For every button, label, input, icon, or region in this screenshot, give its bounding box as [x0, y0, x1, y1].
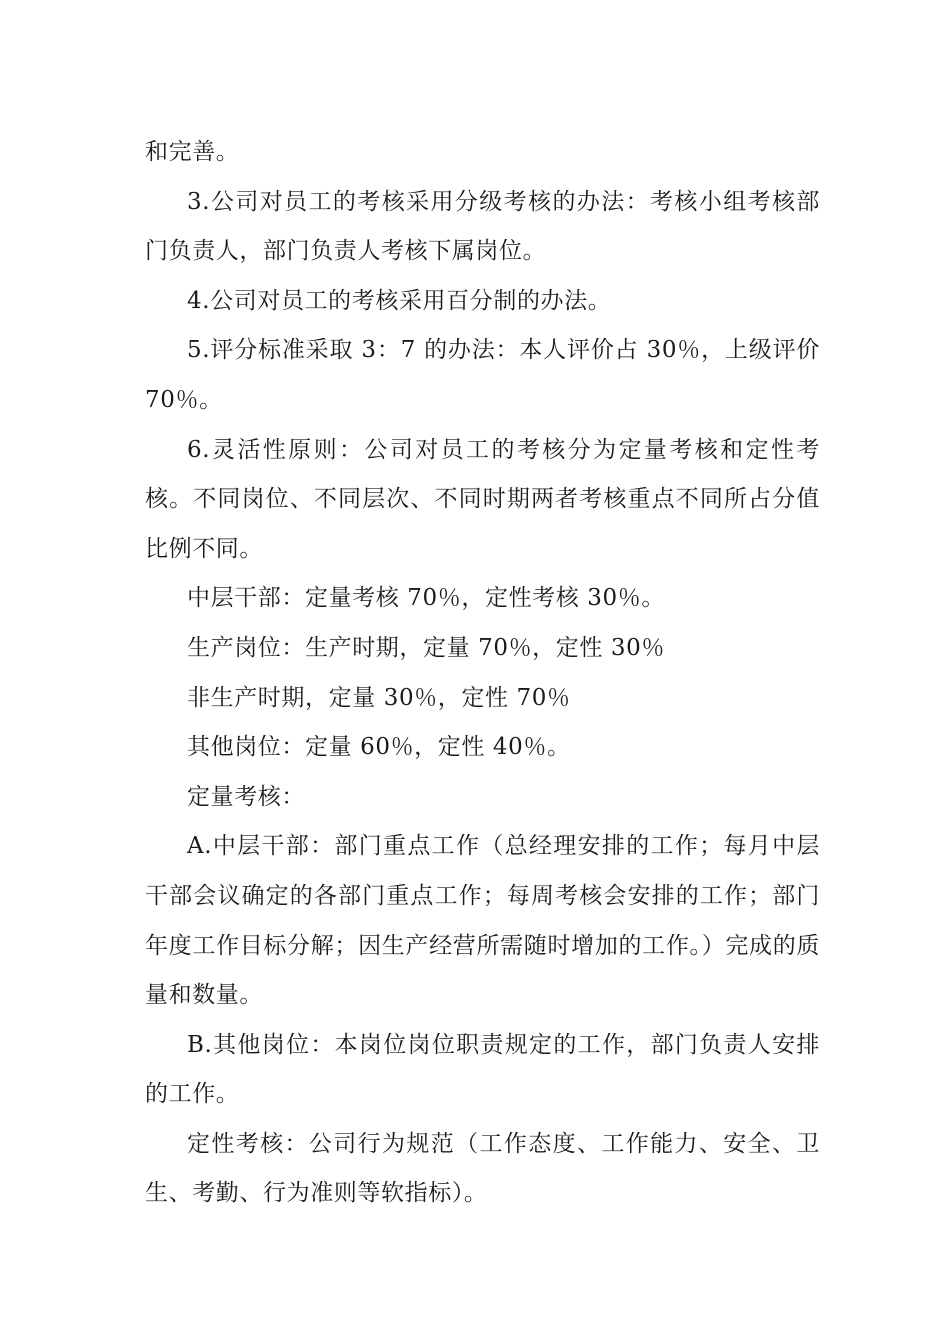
- paragraph-production-posts: 生产岗位：生产时期，定量 70％，定性 30％: [187, 634, 665, 661]
- paragraph-continuation: 和完善。: [145, 139, 240, 165]
- paragraph-item-b: B.其他岗位：本岗位岗位职责规定的工作，部门负责人安排的工作。: [145, 1031, 820, 1108]
- paragraph-other-posts: 其他岗位：定量 60％，定性 40％。: [187, 734, 571, 761]
- paragraph-middle-managers: 中层干部：定量考核 70％，定性考核 30％。: [187, 585, 665, 612]
- paragraph-non-production: 非生产时期，定量 30％，定性 70％: [187, 684, 571, 711]
- paragraph-quantitative-heading: 定量考核：: [187, 783, 305, 810]
- paragraph-item-3: 3.公司对员工的考核采用分级考核的办法：考核小组考核部门负责人，部门负责人考核下属岗位。: [145, 188, 820, 265]
- paragraph-item-a: A.中层干部：部门重点工作（总经理安排的工作；每月中层干部会议确定的各部门重点工作；每周考核会安排的工作；部门年度工作目标分解；因生产经营所需随时增加的工作。）完成的质量和数量。: [145, 833, 820, 1009]
- paragraph-item-5: 5.评分标准采取 3：7 的办法：本人评价占 30％，上级评价 70％。: [145, 337, 820, 413]
- paragraph-item-4: 4.公司对员工的考核采用百分制的办法。: [187, 287, 612, 314]
- document-body: [145, 128, 820, 1219]
- paragraph-item-6: 6.灵活性原则：公司对员工的考核分为定量考核和定性考核。不同岗位、不同层次、不同时期两者考核重点不同所占分值比例不同。: [145, 436, 820, 562]
- paragraph-qualitative: 定性考核：公司行为规范（工作态度、工作能力、安全、卫生、考勤、行为准则等软指标）。: [145, 1130, 820, 1207]
